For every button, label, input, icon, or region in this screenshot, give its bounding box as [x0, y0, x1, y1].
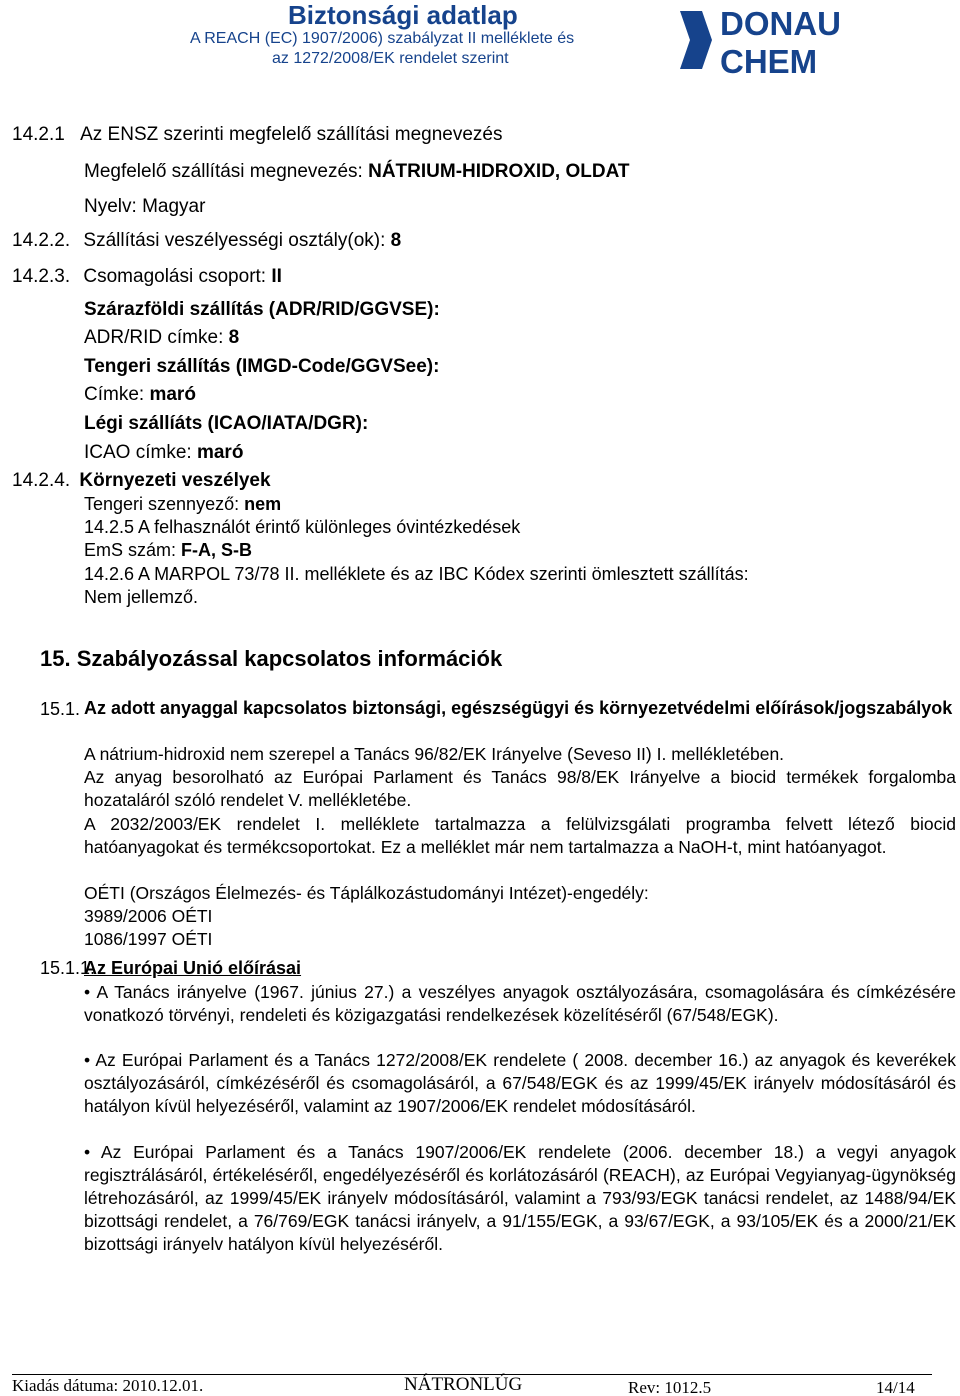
field-value: maró: [196, 442, 244, 463]
paragraph-seveso: A nátrium-hidroxid nem szerepel a Tanács 96/82/EK Irányelve (Seveso II) I. mellékletében.: [84, 744, 785, 764]
eu-regulation-1907-2006: • Az Európai Parlament és a Tanács 1907/2006/EK rendelete (2006. december 18.) a vegyi anyagok regisztrálásáról, értékeléséről, engedélyezéséről és korlátozásáról (REACH), az Európai Vegyianyag-ügynökség létrehozásáról, az 1999/45/EK irányelv módosításáról, valamint a 793/93/EGK tanácsi rendelet, az 1488/94/EK bizottsági rendelet, a 76/769/EGK tanácsi irányelv, a 91/155/EGK, a 93/67/EGK, a 93/105/EK és a 2000/21/EK bizottsági irányelv hatályon kívül helyezéséről.: [84, 1142, 956, 1254]
sea-label-row: [84, 384, 196, 406]
field-value: maró: [149, 384, 196, 405]
footer-revision: Rev: 1012.5: [628, 1378, 712, 1396]
document-title: Biztonsági adatlap: [288, 0, 518, 30]
donau-chem-logo: [680, 3, 916, 77]
oeti-permit-1: 3989/2006 OÉTI: [84, 906, 213, 926]
footer-product-name: NÁTRONLÚG: [404, 1374, 523, 1395]
section-number: 14.2.1: [12, 124, 65, 145]
field-value: 8: [228, 327, 240, 348]
field-label: ICAO címke:: [84, 442, 192, 463]
section-15-1-title: Az adott anyaggal kapcsolatos biztonsági, egészségügyi és környezetvédelmi előírások/jogszabályok: [84, 698, 953, 718]
section-15-1-number: 15.1.: [40, 699, 81, 719]
shipping-name-row: [84, 161, 630, 183]
land-transport-heading: Szárazföldi szállítás (ADR/RID/GGVSE):: [84, 299, 440, 320]
section-heading: Az ENSZ szerinti megfelelő szállítási megnevezés: [80, 124, 503, 145]
section-14-2-5: 14.2.5 A felhasználót érintő különleges óvintézkedések: [84, 517, 521, 537]
section-14-2-1: [12, 124, 503, 146]
section-14-2-2: [12, 230, 401, 252]
paragraph-2032-2003: A 2032/2003/EK rendelet I. melléklete tartalmazza a felülvizsgálati programba felvett létező biocid hatóanyagokat és termékcsoportokat. Ez a melléklet már nem tartalmazza a NaOH-t, mint hatóanyagot.: [84, 814, 956, 857]
field-value: II: [271, 266, 282, 287]
icao-label-row: [84, 442, 243, 464]
field-value: 8: [390, 230, 402, 251]
document-subtitle-line2: az 1272/2008/EK rendelet szerint: [272, 50, 509, 67]
field-label: Csomagolási csoport:: [83, 266, 267, 287]
footer-page-number: 14/14: [876, 1378, 915, 1396]
section-14-2-6: 14.2.6 A MARPOL 73/78 II. melléklete és az IBC Kódex szerinti ömlesztett szállítás:: [84, 564, 749, 584]
section-heading: Környezeti veszélyek: [79, 470, 271, 491]
paragraph-oeti: OÉTI (Országos Élelmezés- és Táplálkozástudományi Intézet)-engedély:: [84, 883, 649, 903]
adr-label-row: [84, 327, 239, 349]
marine-pollutant-row: [84, 493, 281, 515]
section-15-title: 15. Szabályozással kapcsolatos információk: [40, 646, 503, 671]
svg-text:DONAU: DONAU: [720, 5, 841, 42]
svg-text:CHEM: CHEM: [720, 43, 818, 77]
field-label: Címke:: [84, 384, 145, 405]
footer-issue-date: Kiadás dátuma: 2010.12.01.: [12, 1376, 204, 1395]
section-14-2-4: [12, 470, 271, 492]
eu-directive-1967: • A Tanács irányelve (1967. június 27.) a veszélyes anyagok osztályozására, csomagolására és címkézésére vonatkozó törvényi, rendeleti és közigazgatási rendelkezések közelítéséről (67/548/EGK).: [84, 982, 956, 1025]
field-label: Szállítási veszélyességi osztály(ok):: [83, 230, 386, 251]
section-number: 14.2.3.: [12, 266, 71, 287]
paragraph-biocid: Az anyag besorolható az Európai Parlament és Tanács 98/8/EK Irányelve a biocid termékek forgalomba hozataláról szóló rendelet V. mellékletébe.: [84, 767, 956, 810]
ems-row: [84, 539, 252, 561]
field-label: EmS szám:: [84, 540, 177, 560]
section-15-1-1-title: Az Európai Unió előírásai: [84, 958, 302, 978]
section-number: 14.2.4.: [12, 470, 71, 491]
language-row: [84, 196, 205, 218]
field-value: F-A, S-B: [181, 540, 253, 560]
sea-transport-heading: Tengeri szállítás (IMGD-Code/GGVSee):: [84, 356, 440, 377]
document-subtitle-line1: A REACH (EC) 1907/2006) szabályzat II melléklete és: [190, 30, 575, 47]
field-label: Tengeri szennyező:: [84, 494, 240, 514]
field-value: Magyar: [142, 196, 206, 217]
section-number: 14.2.2.: [12, 230, 71, 251]
field-label: Megfelelő szállítási megnevezés:: [84, 161, 363, 182]
section-14-2-6-value: Nem jellemző.: [84, 587, 199, 607]
field-value: nem: [244, 494, 282, 514]
oeti-permit-2: 1086/1997 OÉTI: [84, 929, 213, 949]
section-14-2-3: [12, 266, 282, 288]
field-label: ADR/RID címke:: [84, 327, 224, 348]
field-label: Nyelv:: [84, 196, 137, 217]
eu-regulation-1272-2008: • Az Európai Parlament és a Tanács 1272/2008/EK rendelete ( 2008. december 16.) az anyagok és keverékek osztályozásáról, címkézéséről és csomagolásáról, a 67/548/EGK és az 1999/45/EK irányelv módosításáról és hatályon kívül helyezéséről, valamint az 1907/2006/EK rendelet módosításáról.: [84, 1050, 956, 1116]
section-15-1-1-number: 15.1.1.: [40, 958, 96, 978]
air-transport-heading: Légi szállíáts (ICAO/IATA/DGR):: [84, 413, 369, 434]
field-value: NÁTRIUM-HIDROXID, OLDAT: [368, 161, 630, 182]
